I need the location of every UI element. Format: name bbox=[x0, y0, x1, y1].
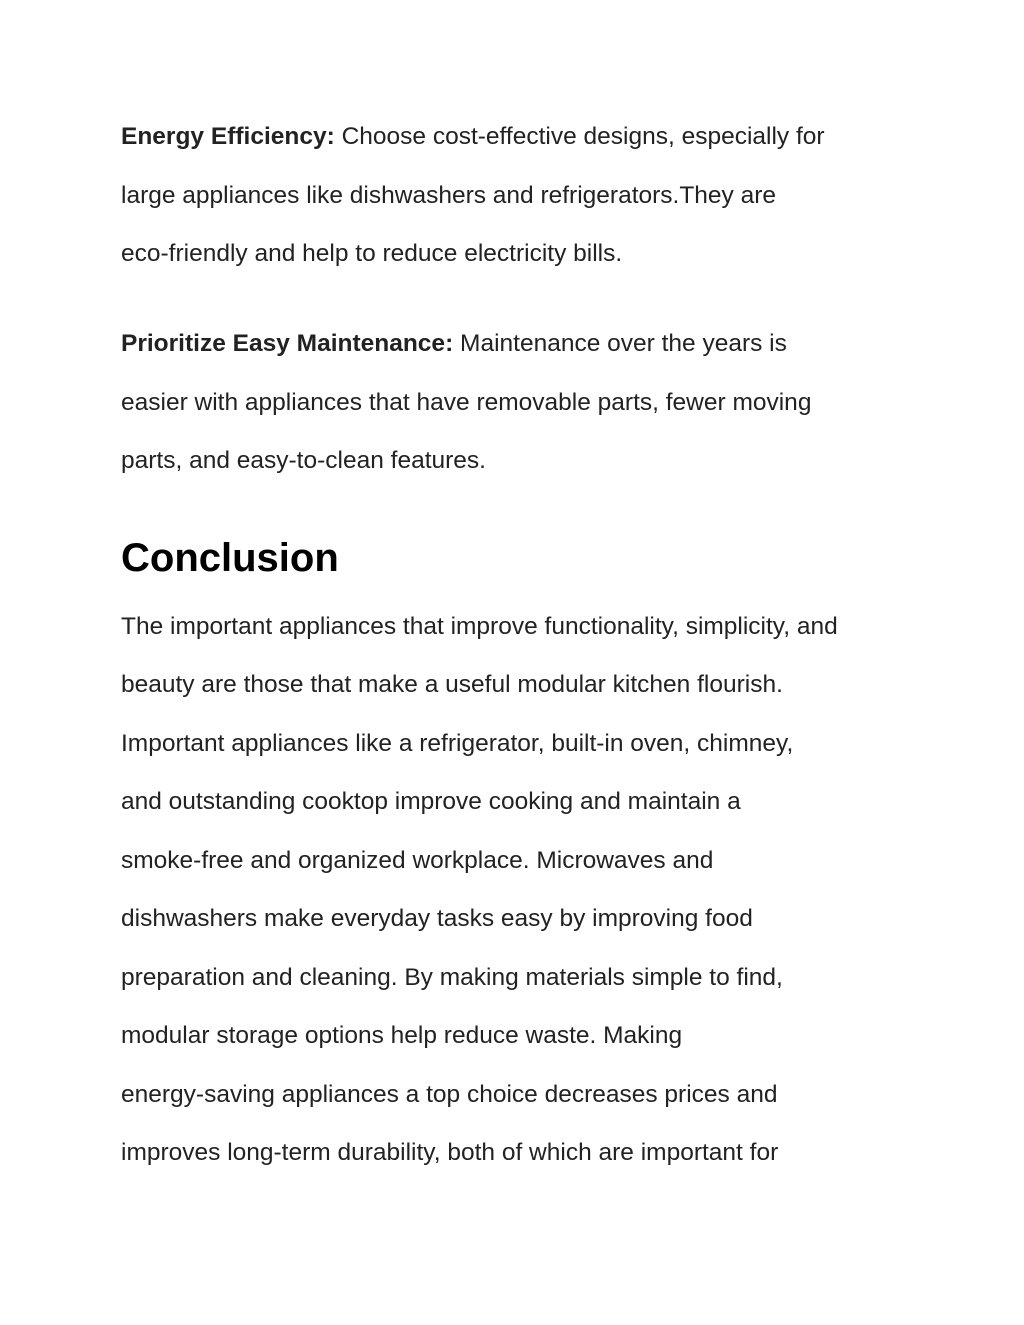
bold-term: Energy Efficiency: bbox=[121, 123, 335, 150]
paragraph-line: energy-saving appliances a top choice decreases prices and bbox=[121, 1081, 778, 1108]
paragraph-line: dishwashers make everyday tasks easy by improving food bbox=[121, 905, 753, 932]
paragraph-line: beauty are those that make a useful modular kitchen flourish. bbox=[121, 671, 783, 698]
paragraph-line: preparation and cleaning. By making materials simple to find, bbox=[121, 964, 783, 991]
line-text: Maintenance over the years is bbox=[453, 330, 787, 357]
conclusion-heading: Conclusion bbox=[121, 536, 339, 580]
paragraph-line bbox=[121, 122, 825, 152]
paragraph-line: modular storage options help reduce waste. Making bbox=[121, 1022, 683, 1049]
line-text: Choose cost-effective designs, especially for bbox=[334, 123, 825, 150]
paragraph-line: Important appliances like a refrigerator, built-in oven, chimney, bbox=[121, 730, 794, 757]
paragraph-line bbox=[121, 329, 787, 359]
paragraph-line: improves long-term durability, both of which are important for bbox=[121, 1139, 779, 1166]
paragraph-line: large appliances like dishwashers and refrigerators.They are bbox=[121, 182, 777, 209]
paragraph-line: easier with appliances that have removable parts, fewer moving bbox=[121, 389, 812, 416]
paragraph-line: parts, and easy-to-clean features. bbox=[121, 447, 486, 474]
paragraph-line: The important appliances that improve functionality, simplicity, and bbox=[121, 613, 838, 640]
paragraph-line: smoke-free and organized workplace. Microwaves and bbox=[121, 847, 714, 874]
bold-term: Prioritize Easy Maintenance: bbox=[121, 330, 454, 357]
paragraph-line: and outstanding cooktop improve cooking and maintain a bbox=[121, 788, 741, 815]
paragraph-line: eco-friendly and help to reduce electricity bills. bbox=[121, 240, 623, 267]
